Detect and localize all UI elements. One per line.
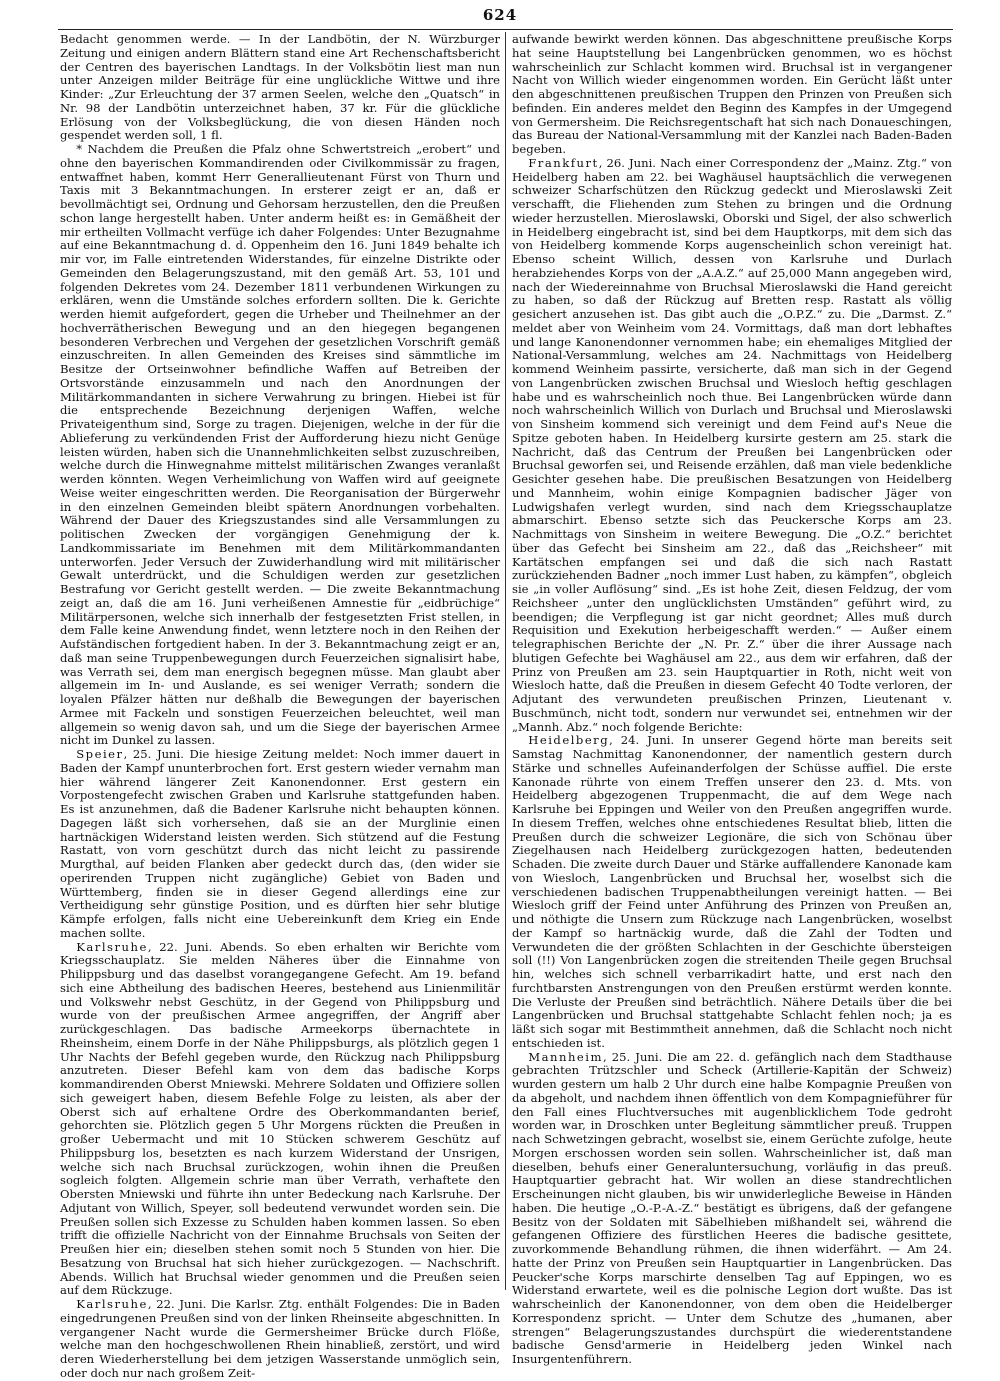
article-paragraph: Karlsruhe, 22. Juni. Abends. So eben erhalten wir Berichte vom Kriegsschauplatz. Sie melden Näheres über die Einnahme von Philippsburg und das daselbst vorangegangene Gefecht. Am 19. befand sich eine Abtheilung des badischen Heeres, bestehend aus Linienmilitär und Volkswehr nebst Geschütz, in der Gegend von Philippsburg und wurde von der preußischen Armee angegriffen, der Angriff aber zurückgeschlagen. Das badische Armeekorps übernachtete in Rheinsheim, einem Dorfe in der Nähe Philippsburgs, als plötzlich gegen 1 Uhr Nachts der Befehl gegeben wurde, den Rückzug nach Philippsburg anzutreten. Dieser Befehl kam von dem das badische Korps kommandirenden Oberst Mniewski. Mehrere Soldaten und Offiziere sollen sich geweigert haben, diesem Befehle Folge zu leisten, als aber der Oberst sich auf erhaltene Ordre des Oberkommandanten berief, gehorchten sie. Plötzlich gegen 5 Uhr Morgens rückten die Preußen in großer Uebermacht und mit 10 Stücken schwerem Geschütz auf Philippsburg los, besetzten es nach kurzem Widerstand der Unsrigen, welche sich nach Bruchsal zurückzogen, wohin ihnen die Preußen sogleich folgten. Allgemein schrie man über Verrath, verhaftete den Obersten Mniewski und führte ihn unter Bedeckung nach Karlsruhe. Der Adjutant von Willich, Speyer, soll bedeutend verwundet worden sein. Die Preußen sollen sich Exzesse zu Schulden haben kommen lassen. So eben trifft die offizielle Nachricht von der Einnahme Bruchsals von Seiten der Preußen hier ein; dieselben stehen somit noch 5 Stunden von hier. Die Besatzung von Bruchsal hat sich hieher zurückgezogen. — Nachschrift. Abends. Willich hat Bruchsal wieder genommen und die Preußen seien auf dem Rückzuge.	[60, 939, 500, 1298]
article-paragraph: * Nachdem die Preußen die Pfalz ohne Schwertstreich „erobert“ und ohne den bayerischen Kommandirenden oder Civilkommissär zu fragen, entwaffnet haben, kommt Herr Generallieutenant Fürst von Thurn und Taxis mit 3 Bekanntmachungen. In ersterer zeigt er an, daß er bevollmächtigt sei, Ordnung und Gehorsam herzustellen, den die Preußen schon lange hergestellt haben. Unter anderm heißt es: in Gemäßheit der mir ertheilten Vollmacht verfüge ich daher Folgendes: Unter Bezugnahme auf eine Bekanntmachung d. d. Oppenheim den 16. Juni 1849 behalte ich mir vor, im Falle eintretenden Widerstandes, für einzelne Distrikte oder Gemeinden den Belagerungszustand, mit den gemäß Art. 53, 101 und folgenden Dekretes vom 24. Dezember 1811 verbundenen Wirkungen zu erklären, wenn die Umstände solches erfordern sollten. Die k. Gerichte werden hiemit aufgefordert, gegen die Urheber und Theilnehmer an der hochverrätherischen Bewegung und an den hiegegen begangenen besonderen Verbrechen und Vergehen der gesetzlichen Vorschrift gemäß einzuschreiten. In allen Gemeinden des Kreises sind sämmtliche im Besitze der Ortseinwohner befindliche Waffen auf Betreiben der Ortsvorstände einzusammeln und nach den Anordnungen der Militärkommandanten in sichere Verwahrung zu bringen. Hiebei ist für die entsprechende Bezeichnung derjenigen Waffen, welche Privateigenthum sind, Sorge zu tragen. Diejenigen, welche in der für die Ablieferung zu verkündenden Frist der Aufforderung hiezu nicht Genüge leisten würden, haben sich die Unannehmlichkeiten selbst zuzuschreiben, welche durch die Hinwegnahme mittelst militärischen Zwanges veranlaßt werden könnten. Wegen Verheimlichung von Waffen wird auf geeignete Weise weiter eingeschritten werden. Die Reorganisation der Bürgerwehr in den einzelnen Gemeinden bleibt spätern Anordnungen vorbehalten. Während der Dauer des Kriegszustandes sind alle Versammlungen zu politischen Zwecken der vorgängigen Genehmigung der k. Landkommissariate im Benehmen mit dem Militärkommandanten unterworfen. Jeder Versuch der Zuwiderhandlung wird mit militärischer Gewalt unterdrückt, und die Schuldigen werden zur gesetzlichen Bestrafung vor Gericht gestellt werden. — Die zweite Bekanntmachung zeigt an, daß die am 16. Juni verheißenen Amnestie für „eidbrüchige“ Militärpersonen, welche sich innerhalb der festgesetzten Frist stellen, in dem Falle keine Anwendung findet, wenn letztere noch in den Reihen der Aufständischen fortgedient haben. In der 3. Bekanntmachung zeigt er an, daß man seine Truppenbewegungen durch Feuerzeichen signalisirt habe, was Verrath sei, dem man energisch begegnen müsse. Man glaubt aber allgemein im In- und Auslande, es sei weniger Verrath; sondern die loyalen Pfälzer hätten nur deßhalb die Bewegungen der bayerischen Armee mit Fackeln und sonstigen Feuerzeichen beleuchtet, weil man allgemein so wenig davon sah, und um die Siege der bayerischen Armee nicht im Dunkel zu lassen.	[60, 142, 500, 748]
dateline-place: Mannheim	[528, 1049, 603, 1064]
page-number: 624	[482, 6, 518, 24]
right-column	[512, 32, 952, 1366]
article-paragraph: aufwande bewirkt werden können. Das abgeschnittene preußische Korps hat seine Hauptstellung bei Langenbrücken genommen, wo es höchst wahrscheinlich zur Schlacht kommen wird. Bruchsal ist in vergangener Nacht von Willich wieder eingenommen worden. Ein Gerücht läßt unter den abgeschnittenen preußischen Truppen den Prinzen von Preußen sich befinden. Ein anderes meldet den Beginn des Kampfes in der Umgegend von Germersheim. Die Reichsregentschaft hat sich nach Donaueschingen, das Bureau der National-Versammlung mit der Kanzlei nach Baden-Baden begeben.	[512, 32, 952, 156]
article-paragraph: Mannheim, 25. Juni. Die am 22. d. gefänglich nach dem Stadthause gebrachten Trützschler und Scheck (Artillerie-Kapitän der Schweiz) wurden gestern um halb 2 Uhr durch eine halbe Kompagnie Preußen von da abgeholt, und nachdem ihnen öffentlich von dem Kompagnieführer für den Fall eines Fluchtversuches mit augenblicklichem Tode gedroht worden war, in Droschken unter Begleitung sämmtlicher preuß. Truppen nach Schwetzingen gebracht, woselbst sie, einem Gerüchte zufolge, heute Morgen erschossen worden sein sollen. Wahrscheinlicher ist, daß man dieselben, behufs einer Generaluntersuchung, vorläufig in das preuß. Hauptquartier gebracht hat. Wir wollen an diese standrechtlichen Erscheinungen nicht glauben, bis wir unwiderlegliche Beweise in Händen haben. Die heutige „O.-P.-A.-Z.“ bestätigt es übrigens, daß der gefangene Besitz von der Soldaten mit Säbelhieben mißhandelt sei, während die gefangenen Offiziere des fürstlichen Heeres die badische gesittete, zuvorkommende Behandlung rühmen, die ihnen widerfährt. — Am 24. hatte der Prinz von Preußen sein Hauptquartier in Langenbrücken. Das Peucker'sche Korps marschirte denselben Tag auf Eppingen, wo es Widerstand erwartete, weil es die polnische Legion dort wußte. Das ist wahrscheinlich der Kanonendonner, von dem oben die Heidelberger Korrespondenz spricht. — Unter dem Schutze des „humanen, aber strengen“ Belagerungszustandes durchspürt die wiederentstandene badische Gensd'armerie in Heidelberg jeden Winkel nach Insurgentenführern.	[512, 1049, 952, 1366]
article-paragraph: Frankfurt, 26. Juni. Nach einer Correspondenz der „Mainz. Ztg.“ von Heidelberg haben am 22. bei Waghäusel hauptsächlich die verwegenen schweizer Scharfschützen den Rückzug gedeckt und Mieroslawski Zeit verschafft, die Fliehenden zum Stehen zu bringen und die Ordnung wieder herzustellen. Mieroslawski, Oborski und Sigel, der also schwerlich in Heidelberg eingebracht ist, sind bei dem Hauptkorps, mit dem sich das von Heidelberg kommende Korps augenscheinlich schon vereinigt hat. Ebenso scheint Willich, dessen von Karlsruhe und Durlach herabziehendes Korps von der „A.A.Z.“ auf 25,000 Mann angegeben wird, nach der Wiedereinnahme von Bruchsal Mieroslawski die Hand gereicht zu haben, so daß der Rückzug auf Bretten resp. Rastatt als völlig gesichert anzusehen ist. Das gibt auch die „O.P.Z.“ zu. Die „Darmst. Z.“ meldet aber von Weinheim vom 24. Vormittags, daß man dort lebhaftes und lange Kanonendonner vernommen habe; ein ehemaliges Mitglied der National-Versammlung, welches am 24. Nachmittags von Heidelberg kommend Weinheim passirte, versicherte, daß man sich in der Gegend von Langenbrücken zwischen Bruchsal und Wiesloch heftig geschlagen habe und es wahrscheinlich noch thue. Bei Langenbrücken würde dann noch wahrscheinlich Willich von Durlach und Bruchsal und Mieroslawski von Sinsheim kommend sich vereinigt und dem Feind auf's Neue die Spitze geboten haben. In Heidelberg kursirte gestern am 25. stark die Nachricht, daß das Centrum der Preußen bei Langenbrücken oder Bruchsal geworfen sei, und Reisende erzählen, daß man viele bedenkliche Gesichter gesehen habe. Die preußischen Besatzungen von Heidelberg und Mannheim, wohin einige Kompagnien badischer Jäger von Ludwigshafen verlegt wurden, sind nach dem Kriegsschauplatze abmarschirt. Ebenso setzte sich das Peuckersche Korps am 23. Nachmittags von Sinsheim in weitere Bewegung. Die „O.Z.“ berichtet über das Gefecht bei Sinsheim am 22., daß das „Reichsheer“ mit Kartätschen empfangen sei und daß die sich nach Rastatt zurückziehenden Badner „noch immer Lust haben, zu kämpfen“, obgleich sie „in voller Auflösung“ sind. „Es ist hohe Zeit, diesen Feldzug, der vom Reichsheer „unter den unglücklichsten Umständen“ geführt wird, zu beendigen; die Verpflegung ist gar nicht geordnet; Alles muß durch Requisition und Exekution herbeigeschafft werden.“ — Außer einem telegraphischen Berichte der „N. Pr. Z.“ über die ihrer Aussage nach blutigen Gefechte bei Waghäusel am 22., aus dem wir erfahren, daß der Prinz von Preußen am 23. sein Hauptquartier in Roth, nicht weit von Wiesloch hatte, daß die Preußen in diesem Gefecht 40 Todte verloren, der Adjutant des verwundeten preußischen Prinzen, Lieutenant v. Buschmünch, nicht todt, sondern nur verwundet sei, entnehmen wir der „Mannh. Abz.“ noch folgende Berichte:	[512, 155, 952, 734]
article-paragraph: Karlsruhe, 22. Juni. Die Karlsr. Ztg. enthält Folgendes: Die in Baden eingedrungenen Preußen sind von der linken Rheinseite abgeschnitten. In vergangener Nacht wurde die Germersheimer Brücke durch Flöße, welche man den hochgeschwollenen Rhein hinabließ, zerstört, und wird deren Wiederherstellung bei dem jetzigen Wasserstande unmöglich sein, oder doch nur nach großem Zeit-	[60, 1297, 500, 1380]
dateline-place: Karlsruhe	[76, 1297, 148, 1311]
dateline-place: Speier	[76, 747, 124, 761]
article-paragraph: Bedacht genommen werde. — In der Landbötin, der N. Würzburger Zeitung und einigen andern Blättern stand eine Art Rechenschaftsbericht der Centren des bayerischen Landtags. In der Volksbötin liest man nun unter Anzeigen milder Beiträge für eine unglückliche Wittwe und ihre Kinder: „Zur Erleuchtung der 37 armen Seelen, welche den „Quatsch“ in Nr. 98 der Landbötin unterzeichnet haben, 37 kr. Für die glückliche Erlösung von der Volksbeglückung, die von diesen Händen noch gespendet werden soll, 1 fl.	[60, 32, 500, 143]
column-divider	[505, 32, 506, 1290]
article-paragraph: Speier, 25. Juni. Die hiesige Zeitung meldet: Noch immer dauert in Baden der Kampf ununterbrochen fort. Erst gestern wieder vernahm man hier während längerer Zeit Kanonendonner. Erst gestern ein Vorpostengefecht zwischen Graben und Karlsruhe stattgefunden haben. Es ist anzunehmen, daß die Badener Karlsruhe nicht behaupten können. Dagegen läßt sich vorhersehen, daß sie an der Murglinie einen hartnäckigen Widerstand leisten werden. Sich stützend auf die Festung Rastatt, von vorn geschützt durch das nicht leicht zu passirende Murgthal, auf beiden Flanken aber gedeckt durch das, (den wider sie operirenden Truppen nicht zugängliche) Gebiet von Baden und Württemberg, finden sie in dieser Gegend allerdings eine zur Vertheidigung sehr günstige Position, und es dürften hier sehr blutige Kämpfe erfolgen, falls nicht eine Uebereinkunft dem Krieg ein Ende machen sollte.	[60, 747, 500, 940]
dateline-place: Frankfurt	[528, 155, 599, 170]
dateline-place: Karlsruhe	[76, 939, 148, 954]
article-paragraph: Heidelberg, 24. Juni. In unserer Gegend hörte man bereits seit Samstag Nachmittag Kanonendonner, der namentlich gestern durch Stärke und schnelles Aufeinanderfolgen der Schüsse auffiel. Die erste Kanonade rührte von einem Treffen unserer den 23. d. Mts. von Heidelberg abgezogenen Truppenmacht, die auf dem Wege nach Karlsruhe bei Eppingen und Weiler von den Preußen angegriffen wurde. In diesem Treffen, welches ohne entschiedenes Resultat blieb, litten die Preußen durch die schweizer Legionäre, die sich von Schönau über Ziegelhausen nach Heidelberg zurückgezogen hatten, bedeutenden Schaden. Die zweite durch Dauer und Stärke auffallendere Kanonade kam von Wiesloch, Langenbrücken und Bruchsal her, woselbst sich die verschiedenen badischen Truppenabtheilungen vereinigt hatten. — Bei Wiesloch griff der Feind unter Anführung des Prinzen von Preußen an, und nöthigte die Unsern zum Rückzuge nach Langenbrücken, woselbst der Kampf so hartnäckig wurde, daß die Zahl der Todten und Verwundeten die der größten Schlachten in der Geschichte übersteigen soll (!!) Von Langenbrücken zogen die streitenden Theile gegen Bruchsal hin, welches sich schnell verbarrikadirt hatte, und erst nach den furchtbarsten Anstrengungen von den Preußen erstürmt werden konnte. Die Verluste der Preußen sind beträchtlich. Nähere Details über die bei Langenbrücken und Bruchsal stattgehabte Schlacht fehlen noch; ja es läßt sich sogar mit Bestimmtheit annehmen, daß die Schlacht noch nicht entschieden ist.	[512, 733, 952, 1050]
left-column	[60, 32, 500, 1380]
header-rule	[58, 29, 953, 30]
dateline-place: Heidelberg	[528, 733, 610, 748]
